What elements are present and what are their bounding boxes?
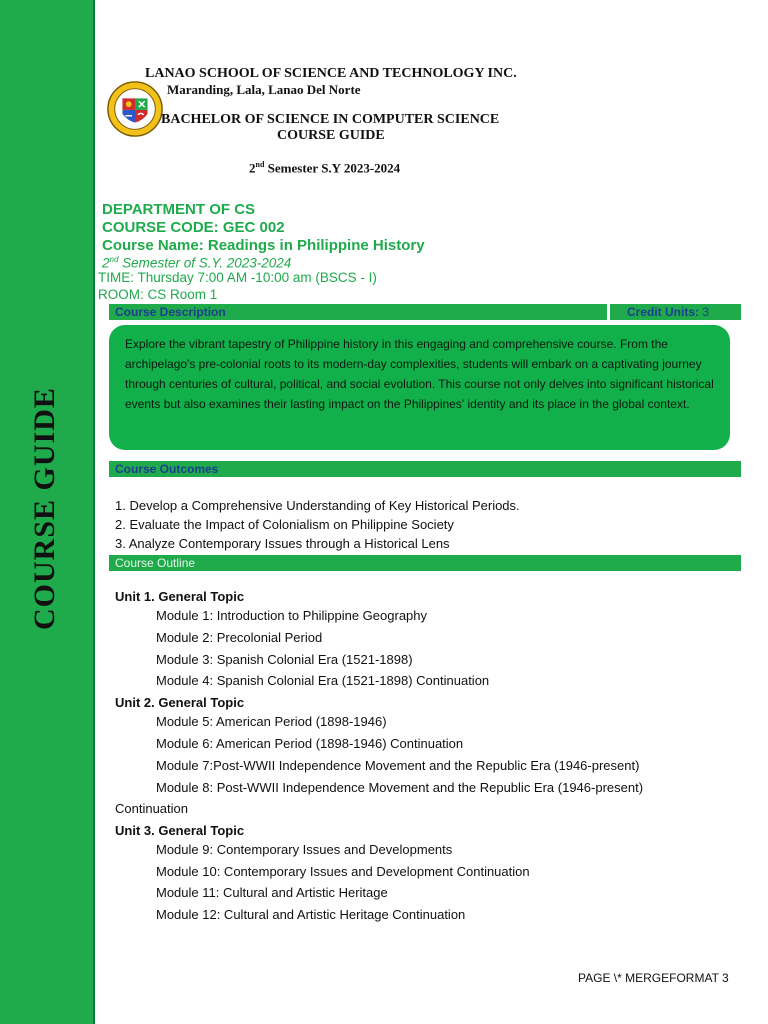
- module-item: Module 8: Post-WWII Independence Movement and the Republic Era (1946-present): [156, 780, 644, 795]
- course-code: COURSE CODE: GEC 002: [102, 219, 285, 236]
- unit-1-heading: Unit 1. General Topic: [115, 589, 245, 604]
- school-name: LANAO SCHOOL OF SCIENCE AND TECHNOLOGY INC.: [145, 66, 517, 81]
- module-item: Module 12: Cultural and Artistic Heritage Continuation: [156, 907, 466, 922]
- module-item: Module 9: Contemporary Issues and Developments: [156, 842, 453, 857]
- module-item: Module 4: Spanish Colonial Era (1521-1898) Continuation: [156, 673, 490, 688]
- module-item: Module 10: Contemporary Issues and Development Continuation: [156, 864, 530, 879]
- course-time: TIME: Thursday 7:00 AM -10:00 am (BSCS - I): [98, 270, 377, 285]
- outline-heading: Course Outline: [115, 556, 196, 570]
- outline-heading-bar: [109, 555, 741, 571]
- course-name: Course Name: Readings in Philippine History: [102, 237, 425, 254]
- module-item: Module 3: Spanish Colonial Era (1521-1898): [156, 652, 413, 667]
- description-text: Explore the vibrant tapestry of Philippine history in this engaging and comprehensive course. From the archipelago's pre-colonial roots to its modern-day complexities, students will embark on a captivating journey through centuries of cultural, political, and social evolution. This course not only delves into significant historical events but also examines their lasting impact on the Philippines' identity and its place in the global context.: [125, 337, 714, 411]
- sidebar-band: [0, 0, 95, 1024]
- school-address: Maranding, Lala, Lanao Del Norte: [167, 82, 361, 97]
- description-heading: Course Description: [115, 305, 226, 319]
- outcome-item: 1. Develop a Comprehensive Understanding of Key Historical Periods.: [115, 498, 520, 513]
- course-semester: 2nd Semester of S.Y. 2023-2024: [102, 255, 292, 271]
- sidebar-title: COURSE GUIDE: [28, 387, 61, 630]
- course-room: ROOM: CS Room 1: [98, 287, 218, 302]
- module-item: Module 2: Precolonial Period: [156, 630, 323, 645]
- department: DEPARTMENT OF CS: [102, 201, 256, 218]
- module-item: Module 6: American Period (1898-1946) Continuation: [156, 736, 464, 751]
- module-item-continuation: Continuation: [115, 801, 188, 816]
- module-item: Module 5: American Period (1898-1946): [156, 714, 387, 729]
- document-title: COURSE GUIDE: [277, 128, 385, 143]
- credit-units: Credit Units: 3: [627, 305, 710, 319]
- outcome-item: 2. Evaluate the Impact of Colonialism on Philippine Society: [115, 517, 454, 532]
- unit-2-heading: Unit 2. General Topic: [115, 695, 245, 710]
- outcome-item: 3. Analyze Contemporary Issues through a Historical Lens: [115, 536, 450, 551]
- module-item: Module 1: Introduction to Philippine Geography: [156, 608, 428, 623]
- outcomes-heading: Course Outcomes: [115, 462, 219, 476]
- unit-3-heading: Unit 3. General Topic: [115, 823, 245, 838]
- module-item: Module 11: Cultural and Artistic Heritage: [156, 885, 388, 900]
- school-seal-logo: [106, 80, 164, 138]
- description-box: [109, 325, 730, 450]
- header-semester: 2nd Semester S.Y 2023-2024: [249, 160, 401, 176]
- module-item: Module 7:Post-WWII Independence Movement and the Republic Era (1946-present): [156, 758, 640, 773]
- program-name: BACHELOR OF SCIENCE IN COMPUTER SCIENCE: [161, 112, 500, 127]
- page-footer: PAGE \* MERGEFORMAT 3: [578, 971, 729, 985]
